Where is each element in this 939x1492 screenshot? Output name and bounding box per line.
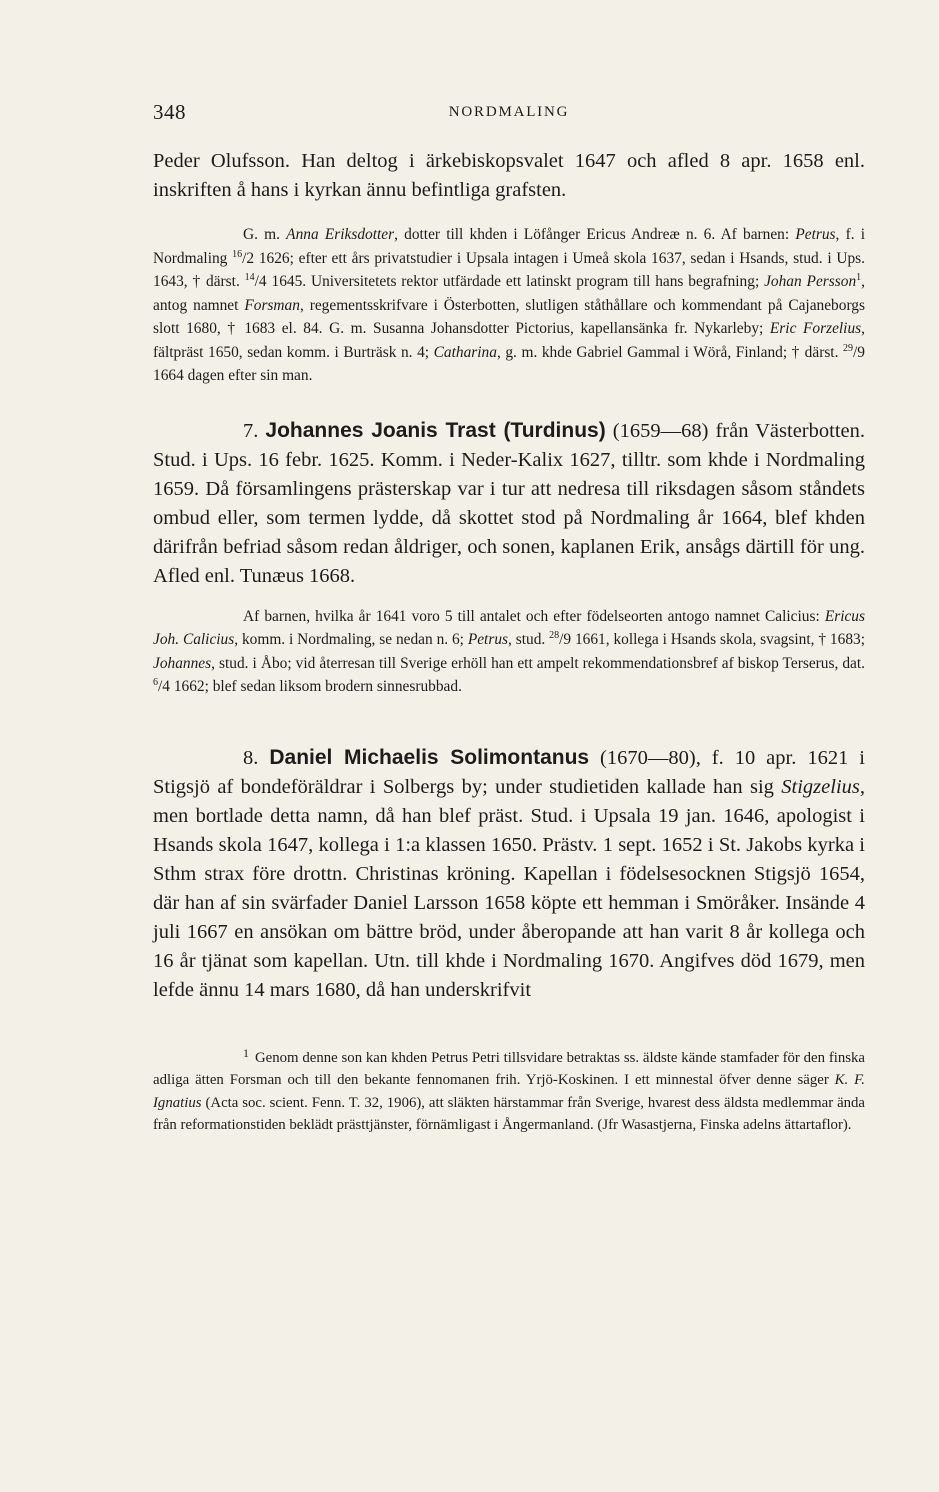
- entry-7-johannes-trast: [153, 416, 865, 591]
- date-day: 29: [843, 342, 854, 354]
- footnote-reference[interactable]: 1: [856, 272, 862, 283]
- date-day: 6: [153, 677, 158, 688]
- name-child: Catharina: [433, 343, 497, 361]
- page-header: [153, 96, 865, 136]
- text-segment: G. m.: [243, 226, 287, 243]
- footnote-text: Genom denne son kan khden Petrus Petri tillsvidare betraktas ss. äldste kände stamfader för den finska adliga ätten Forsman och till den bekante fennomanen frih. Yrjö-Koskinen. I ett minnestal öfver denne säger: [153, 1049, 865, 1088]
- text-segment: , stud. i Åbo; vid återresan till Sverige erhöll han ett ampelt rekommendationsbref af biskop Terserus, dat.: [211, 654, 865, 672]
- text-segment: , komm. i Nordmaling, se nedan n. 6;: [234, 631, 468, 648]
- entry-text: (1659—68) från Västerbotten. Stud. i Ups. 16 febr. 1625. Komm. i Neder-Kalix 1627, tilltr. som khde i Nordmaling 1659. Då församlingens prästerskap var i tur att nedresa till riksdagen såsom ståndets ombud eller, som termen lydde, då skottet stod på Nordmaling år 1664, blef khden därifrån befriad såsom redan åldriger, och sonen, kaplanen Erik, ansågs därtill för ung. Afled enl. Tunæus 1668.: [153, 419, 865, 587]
- date-month: /4: [254, 273, 267, 290]
- name-child: Ericus Joh. Calicius: [153, 607, 865, 648]
- paragraph-peder-olufsson: [153, 147, 865, 205]
- entry-text: (1670—80), f. 10 apr. 1621 i Stigsjö af bondeföräldrar i Solbergs by; under studietiden kallade han sig: [153, 746, 865, 798]
- text-segment: 1661, kollega i Hsands skola, svagsint, † 1683;: [571, 631, 865, 648]
- date-month: /9: [853, 343, 865, 361]
- date-day: 16: [232, 248, 243, 260]
- entry-text: , men bortlade detta namn, då han blef präst. Stud. i Upsala 19 jan. 1646, apologist i Hsands skola 1647, kollega i 1:a klassen 1650. Prästv. 1 sept. 1652 i St. Jakobs kyrka i Sthm strax före drottn. Christinas kröning. Kapellan i födelsesocknen Stigsjö 1654, där han af sin svärfader Daniel Larsson 1658 köpte ett hemman i Smöråker. Insände 4 juli 1667 en ansökan om bättre bröd, under åberopande att han varit 8 år kollega och 16 år tjänat som kapellan. Utn. till khde i Nordmaling 1670. Angifves död 1679, men lefde ännu 14 mars 1680, då han underskrifvit: [153, 775, 865, 1001]
- date-month: /4: [158, 678, 170, 695]
- name-child: Eric Forzelius: [769, 320, 862, 337]
- paragraph-family-trast: [153, 605, 865, 699]
- paragraph-family-olufsson: [153, 223, 865, 388]
- date-day: 14: [244, 272, 255, 283]
- name-child: Johan Persson: [764, 273, 857, 290]
- entry-number: 7.: [243, 419, 259, 442]
- alias-name: Stigzelius: [781, 775, 860, 798]
- footnote-text: (Acta soc. scient. Fenn. T. 32, 1906), att släkten härstammar från Sverige, hvarest dess äldsta medlemmar ända från reformationstiden beklädt prästtjänster, förnämligast i Ångermanland. (Jfr Wasastjerna, Finska adelns ättartaflor).: [153, 1094, 865, 1133]
- text-segment: 1645. Universitetets rektor utfärdade ett latinskt program till hans begrafning;: [266, 273, 765, 290]
- page-content: [153, 96, 865, 1137]
- text-segment: 1626; efter ett års privatstudier i Upsala intagen i Umeå skola 1637, sedan i Hsands, stud. i Ups. 1643, † därst.: [153, 249, 865, 290]
- text-segment: , stud.: [508, 631, 550, 648]
- text-segment: , fältpräst 1650, sedan komm. i Burträsk n. 4;: [153, 320, 865, 361]
- surname: Forsman: [244, 296, 300, 314]
- name-child: Petrus: [795, 226, 836, 243]
- footnote: [153, 1042, 865, 1137]
- footnote-mark: 1: [243, 1045, 249, 1060]
- running-head: NORDMALING: [448, 104, 570, 120]
- text-segment: , antog namnet: [153, 273, 865, 314]
- date-month: /2: [242, 249, 255, 267]
- text-segment: 1664 dagen efter sin man.: [153, 367, 313, 384]
- text-segment: , f. i Nordmaling: [153, 226, 866, 267]
- paragraph-text: Peder Olufsson. Han deltog i ärkebiskopsvalet 1647 och afled 8 apr. 1658 enl. inskriften å hans i kyrkan ännu befintliga grafsten.: [153, 150, 865, 201]
- text-segment: , regementsskrifvare i Österbotten, slutligen ståthållare och kommendant på Cajaneborgs slott 1680, † 1683 el. 84. G. m. Susanna Johansdotter Pictorius, kapellansänka fr. Nykarleby;: [153, 296, 865, 337]
- name-child: Petrus: [467, 631, 509, 648]
- name-wife: Anna Eriksdotter: [286, 226, 395, 243]
- text-segment: , dotter till khden i Löfånger Ericus Andreæ n. 6. Af barnen:: [394, 226, 796, 243]
- date-day: 28: [549, 630, 560, 641]
- text-segment: Af barnen, hvilka år 1641 voro 5 till antalet och efter födelseorten antogo namnet Calicius:: [243, 607, 825, 625]
- entry-name: Daniel Michaelis Solimontanus: [269, 745, 590, 769]
- text-segment: , g. m. khde Gabriel Gammal i Wörå, Finland; † därst.: [496, 343, 844, 361]
- text-segment: 1662; blef sedan liksom brodern sinnesrubbad.: [169, 678, 462, 695]
- date-month: /9: [559, 631, 572, 648]
- entry-name: Johannes Joanis Trast (Turdinus): [265, 418, 606, 442]
- entry-number: 8.: [243, 746, 259, 769]
- cited-author: K. F. Ignatius: [153, 1072, 865, 1111]
- name-child: Johannes: [153, 654, 212, 672]
- entry-8-daniel-solimontanus: [153, 743, 865, 1005]
- page-number: 348: [153, 100, 186, 124]
